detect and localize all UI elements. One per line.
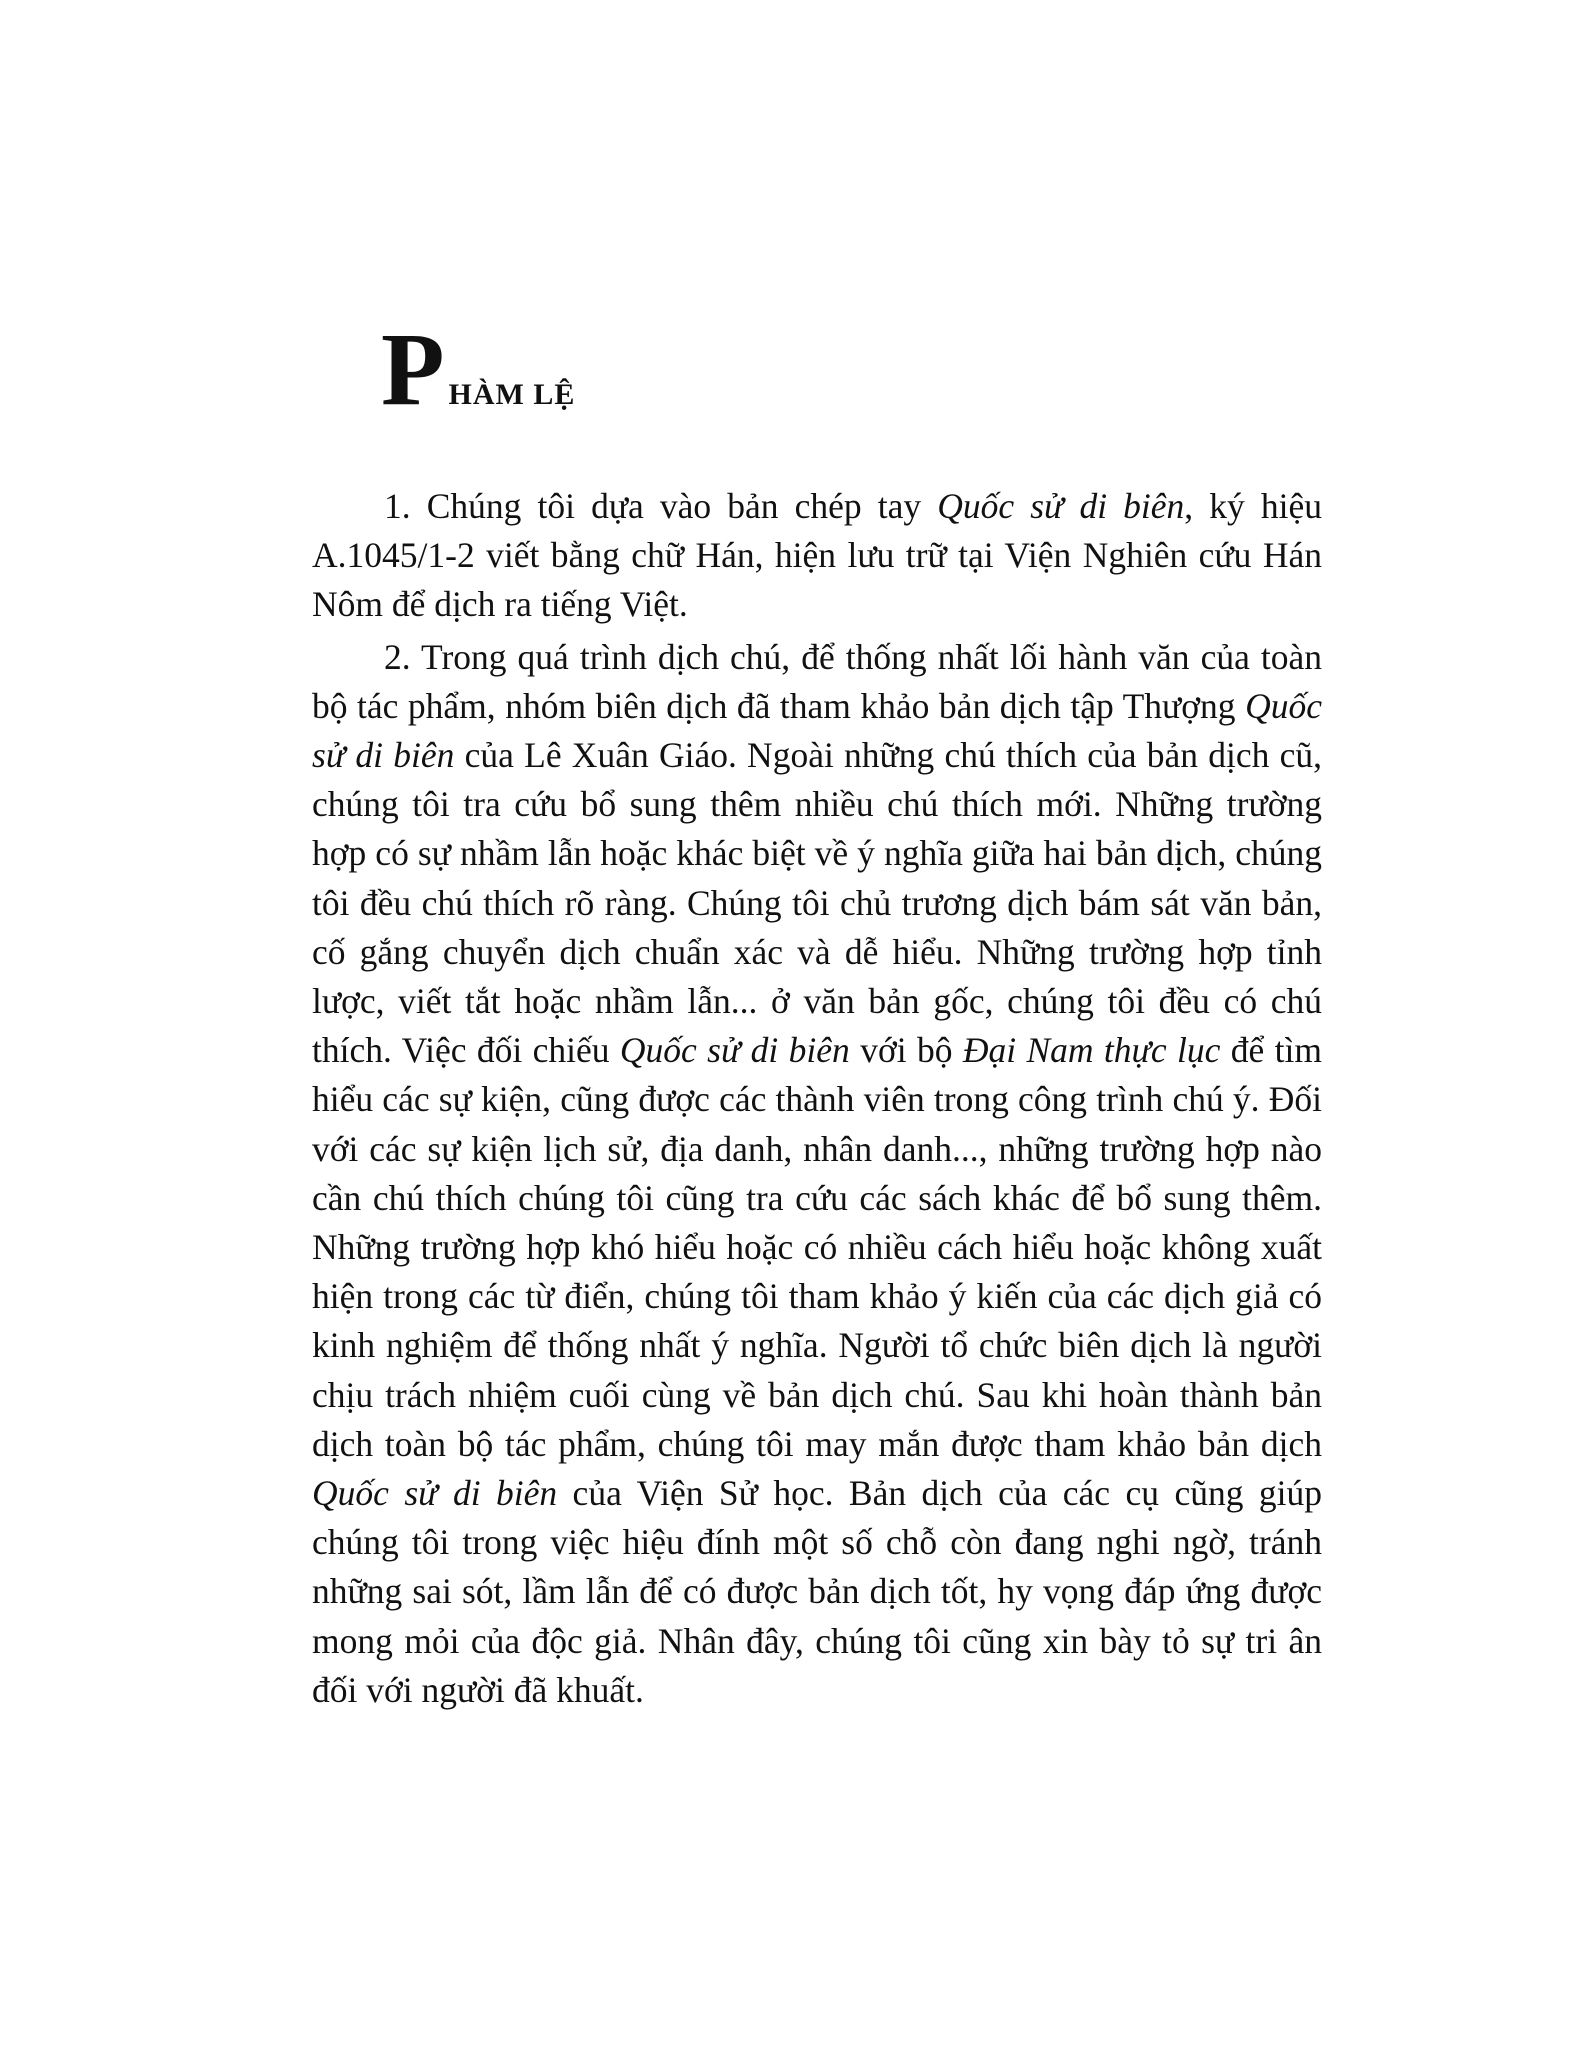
text-run: của Viện Sử học. Bản dịch của các cụ cũng giúp chúng tôi trong việc hiệu đính một số chỗ còn đang nghi ngờ, tránh những sai sót, lầm lẫn để có được bản dịch tốt, hy vọng đáp ứng được mong mỏi của độc giả. Nhân đây, chúng tôi cũng xin bày tỏ sự tri ân đối với người đã khuất. xyxy=(312,1473,1323,1710)
body-text xyxy=(312,482,1322,1718)
book-title: Quốc sử di biên xyxy=(937,486,1185,526)
text-run: của Lê Xuân Giáo. Ngoài những chú thích của bản dịch cũ, chúng tôi tra cứu bổ sung thêm nhiều chú thích mới. Những trường hợp có sự nhầm lẫn hoặc khác biệt về ý nghĩa giữa hai bản dịch, chúng tôi đều chú thích rõ ràng. Chúng tôi chủ trương dịch bám sát văn bản, cố gắng chuyển dịch chuẩn xác và dễ hiểu. Những trường hợp tỉnh lược, viết tắt hoặc nhầm lẫn... ở văn bản gốc, chúng tôi đều có chú thích. Việc đối chiếu xyxy=(312,735,1322,1071)
heading-title-rest: HÀM LỆ xyxy=(448,378,576,411)
text-run: với bộ xyxy=(849,1030,963,1071)
text-run: để tìm hiểu các sự kiện, cũng được các thành viên trong công trình chú ý. Đối với các sự kiện lịch sử, địa danh, nhân danh..., những trường hợp nào cần chú thích chúng tôi cũng tra cứu các sách khác để bổ sung thêm. Những trường hợp khó hiểu hoặc có nhiều cách hiểu hoặc không xuất hiện trong các từ điển, chúng tôi tham khảo ý kiến của các dịch giả có kinh nghiệm để thống nhất ý nghĩa. Người tổ chức biên dịch là người chịu trách nhiệm cuối cùng về bản dịch chú. Sau khi hoàn thành bản dịch toàn bộ tác phẩm, chúng tôi may mắn được tham khảo bản dịch xyxy=(312,1030,1323,1464)
text-run: 1. Chúng tôi dựa vào bản chép tay xyxy=(384,486,938,526)
text-run: 2. Trong quá trình dịch chú, để thống nhất lối hành văn của toàn bộ tác phẩm, nhóm biên dịch đã tham khảo bản dịch tập Thượng xyxy=(312,636,1322,726)
book-title: Đại Nam thực lục xyxy=(962,1030,1221,1071)
paragraph-2 xyxy=(312,633,1322,1715)
paragraph-1 xyxy=(312,482,1322,630)
book-title: Quốc sử di biên xyxy=(312,685,1322,776)
text-run: , ký hiệu A.1045/1-2 viết bằng chữ Hán, hiện lưu trữ tại Viện Nghiên cứu Hán Nôm để dịch ra tiếng Việt. xyxy=(312,486,1322,625)
book-title: Quốc sử di biên xyxy=(619,1030,850,1071)
heading-drop-initial: P xyxy=(381,312,445,427)
section-heading xyxy=(381,312,576,427)
book-title: Quốc sử di biên xyxy=(312,1473,558,1514)
